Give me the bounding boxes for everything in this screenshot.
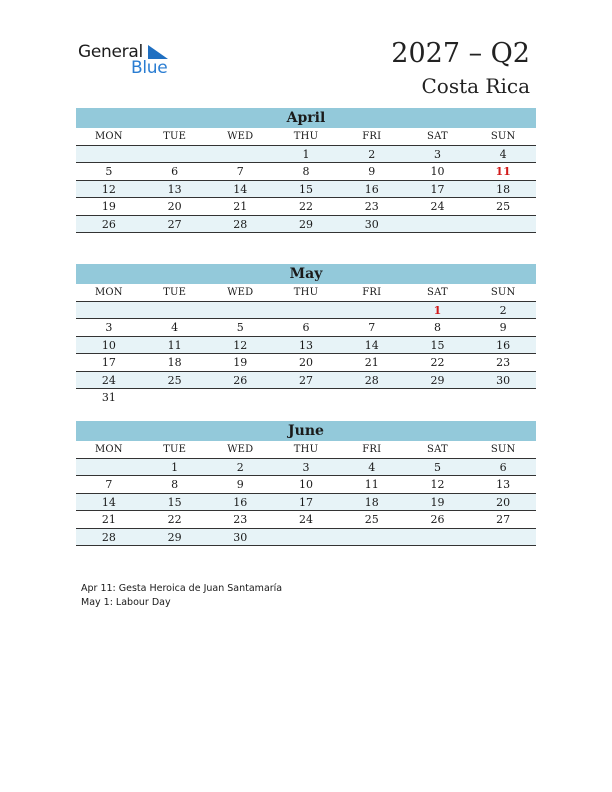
week-row bbox=[76, 181, 536, 199]
day-cell: 13 bbox=[496, 478, 511, 491]
day-cell: 15 bbox=[430, 338, 445, 352]
day-cell: 8 bbox=[171, 478, 179, 491]
day-cell: 26 bbox=[101, 217, 116, 231]
day-cell: 22 bbox=[167, 513, 182, 526]
day-cell: 11 bbox=[167, 338, 182, 352]
day-cell: 24 bbox=[299, 513, 314, 526]
weekday-header-row bbox=[76, 128, 536, 146]
country-name: Costa Rica bbox=[421, 74, 530, 98]
day-cell: 10 bbox=[299, 478, 314, 491]
empty-day-cell bbox=[142, 146, 208, 163]
week-row bbox=[76, 198, 536, 216]
day-cell: 6 bbox=[499, 460, 507, 474]
weekday-label: SUN bbox=[490, 287, 516, 298]
month-title: May bbox=[76, 264, 536, 284]
day-cell: 20 bbox=[167, 200, 182, 213]
day-cell: 4 bbox=[499, 147, 507, 161]
page-title: 2027 – Q2 bbox=[391, 38, 530, 69]
weekday-header-row bbox=[76, 441, 536, 459]
weekday-label: FRI bbox=[362, 287, 382, 298]
day-cell: 15 bbox=[299, 182, 314, 196]
week-row bbox=[76, 372, 536, 390]
day-cell: 22 bbox=[430, 356, 445, 369]
day-cell: 27 bbox=[496, 513, 511, 526]
day-cell: 6 bbox=[302, 321, 310, 334]
day-cell: 27 bbox=[299, 373, 314, 387]
day-cell: 9 bbox=[236, 478, 244, 491]
empty-day-cell bbox=[273, 529, 339, 546]
week-row bbox=[76, 337, 536, 355]
day-cell: 13 bbox=[299, 338, 314, 352]
day-cell: 24 bbox=[101, 373, 116, 387]
holiday-note: Apr 11: Gesta Heroica de Juan Santamaría bbox=[81, 583, 283, 594]
month-june bbox=[76, 421, 536, 546]
day-cell: 25 bbox=[167, 373, 182, 387]
week-row bbox=[76, 146, 536, 164]
day-cell: 7 bbox=[105, 478, 113, 491]
week-row bbox=[76, 389, 536, 407]
day-cell: 11 bbox=[495, 165, 511, 178]
empty-day-cell bbox=[273, 302, 339, 319]
week-row bbox=[76, 494, 536, 512]
day-cell: 28 bbox=[364, 373, 379, 387]
day-cell: 11 bbox=[364, 478, 379, 491]
empty-day-cell bbox=[339, 302, 405, 319]
day-cell: 2 bbox=[236, 460, 244, 474]
day-cell: 28 bbox=[233, 217, 248, 231]
day-cell: 14 bbox=[101, 495, 116, 509]
weekday-label: SUN bbox=[490, 131, 516, 142]
empty-day-cell bbox=[405, 529, 471, 546]
day-cell: 29 bbox=[299, 217, 314, 231]
weekday-label: SAT bbox=[427, 131, 448, 142]
empty-day-cell bbox=[142, 302, 208, 319]
day-cell: 14 bbox=[233, 182, 248, 196]
day-cell: 2 bbox=[368, 147, 376, 161]
empty-day-cell bbox=[339, 389, 405, 407]
empty-day-cell bbox=[405, 216, 471, 233]
weekday-label: SAT bbox=[427, 287, 448, 298]
day-cell: 5 bbox=[105, 165, 113, 178]
day-cell: 7 bbox=[368, 321, 376, 334]
logo-word-general: General bbox=[78, 42, 143, 62]
weekday-label: THU bbox=[293, 444, 319, 455]
month-title: June bbox=[76, 421, 536, 441]
day-cell: 28 bbox=[101, 530, 116, 544]
empty-day-cell bbox=[207, 302, 273, 319]
week-row bbox=[76, 319, 536, 337]
day-cell: 18 bbox=[364, 495, 379, 509]
day-cell: 23 bbox=[496, 356, 511, 369]
day-cell: 9 bbox=[499, 321, 507, 334]
week-row bbox=[76, 354, 536, 372]
weekday-label: TUE bbox=[163, 444, 187, 455]
empty-day-cell bbox=[76, 146, 142, 163]
day-cell: 15 bbox=[167, 495, 182, 509]
day-cell: 1 bbox=[433, 303, 442, 317]
day-cell: 19 bbox=[430, 495, 445, 509]
day-cell: 12 bbox=[430, 478, 445, 491]
day-cell: 26 bbox=[233, 373, 248, 387]
day-cell: 3 bbox=[433, 147, 441, 161]
month-may bbox=[76, 264, 536, 407]
day-cell: 5 bbox=[433, 460, 441, 474]
weekday-label: SAT bbox=[427, 444, 448, 455]
day-cell: 22 bbox=[299, 200, 314, 213]
week-row bbox=[76, 511, 536, 529]
day-cell: 17 bbox=[101, 356, 116, 369]
weekday-label: WED bbox=[227, 287, 254, 298]
week-row bbox=[76, 476, 536, 494]
empty-day-cell bbox=[273, 389, 339, 407]
day-cell: 3 bbox=[302, 460, 310, 474]
day-cell: 17 bbox=[430, 182, 445, 196]
empty-day-cell bbox=[76, 459, 142, 476]
empty-day-cell bbox=[142, 389, 208, 407]
empty-day-cell bbox=[207, 389, 273, 407]
logo-triangle-icon bbox=[148, 45, 168, 59]
empty-day-cell bbox=[339, 529, 405, 546]
day-cell: 29 bbox=[430, 373, 445, 387]
day-cell: 23 bbox=[364, 200, 379, 213]
month-title: April bbox=[76, 108, 536, 128]
day-cell: 23 bbox=[233, 513, 248, 526]
day-cell: 17 bbox=[299, 495, 314, 509]
empty-day-cell bbox=[76, 302, 142, 319]
day-cell: 31 bbox=[101, 391, 116, 404]
day-cell: 9 bbox=[368, 165, 376, 178]
empty-day-cell bbox=[207, 146, 273, 163]
empty-day-cell bbox=[470, 389, 536, 407]
weekday-label: MON bbox=[94, 131, 123, 142]
day-cell: 25 bbox=[364, 513, 379, 526]
empty-day-cell bbox=[470, 529, 536, 546]
day-cell: 8 bbox=[433, 321, 441, 334]
day-cell: 24 bbox=[430, 200, 445, 213]
day-cell: 21 bbox=[364, 356, 379, 369]
logo-word-blue: Blue bbox=[131, 58, 168, 78]
day-cell: 29 bbox=[167, 530, 182, 544]
day-cell: 16 bbox=[233, 495, 248, 509]
week-row bbox=[76, 302, 536, 320]
week-row bbox=[76, 163, 536, 181]
day-cell: 26 bbox=[430, 513, 445, 526]
week-row bbox=[76, 216, 536, 234]
day-cell: 16 bbox=[364, 182, 379, 196]
day-cell: 3 bbox=[105, 321, 113, 334]
day-cell: 18 bbox=[496, 182, 511, 196]
day-cell: 16 bbox=[496, 338, 511, 352]
day-cell: 4 bbox=[171, 321, 179, 334]
weekday-label: WED bbox=[227, 131, 254, 142]
day-cell: 21 bbox=[101, 513, 116, 526]
month-april bbox=[76, 108, 536, 233]
day-cell: 19 bbox=[101, 200, 116, 213]
day-cell: 10 bbox=[101, 338, 116, 352]
day-cell: 1 bbox=[171, 460, 179, 474]
day-cell: 25 bbox=[496, 200, 511, 213]
weekday-label: TUE bbox=[163, 131, 187, 142]
day-cell: 21 bbox=[233, 200, 248, 213]
weekday-header-row bbox=[76, 284, 536, 302]
day-cell: 20 bbox=[299, 356, 314, 369]
day-cell: 6 bbox=[171, 165, 179, 178]
weekday-label: THU bbox=[293, 131, 319, 142]
logo bbox=[78, 42, 178, 82]
day-cell: 27 bbox=[167, 217, 182, 231]
day-cell: 2 bbox=[499, 303, 507, 317]
day-cell: 14 bbox=[364, 338, 379, 352]
day-cell: 4 bbox=[368, 460, 376, 474]
day-cell: 12 bbox=[233, 338, 248, 352]
day-cell: 7 bbox=[236, 165, 244, 178]
weekday-label: TUE bbox=[163, 287, 187, 298]
day-cell: 19 bbox=[233, 356, 248, 369]
weekday-label: THU bbox=[293, 287, 319, 298]
day-cell: 5 bbox=[236, 321, 244, 334]
page-heading bbox=[391, 38, 530, 100]
week-row bbox=[76, 459, 536, 477]
weekday-label: MON bbox=[94, 444, 123, 455]
empty-day-cell bbox=[470, 216, 536, 233]
day-cell: 12 bbox=[101, 182, 116, 196]
day-cell: 30 bbox=[364, 217, 379, 231]
day-cell: 30 bbox=[496, 373, 511, 387]
weekday-label: MON bbox=[94, 287, 123, 298]
weekday-label: FRI bbox=[362, 131, 382, 142]
day-cell: 30 bbox=[233, 530, 248, 544]
week-row bbox=[76, 529, 536, 547]
day-cell: 1 bbox=[302, 147, 310, 161]
day-cell: 10 bbox=[430, 165, 445, 178]
day-cell: 8 bbox=[302, 165, 310, 178]
weekday-label: WED bbox=[227, 444, 254, 455]
day-cell: 18 bbox=[167, 356, 182, 369]
weekday-label: FRI bbox=[362, 444, 382, 455]
weekday-label: SUN bbox=[490, 444, 516, 455]
day-cell: 20 bbox=[496, 495, 511, 509]
holiday-notes bbox=[81, 582, 282, 610]
empty-day-cell bbox=[405, 389, 471, 407]
day-cell: 13 bbox=[167, 182, 182, 196]
holiday-note: May 1: Labour Day bbox=[81, 597, 171, 608]
